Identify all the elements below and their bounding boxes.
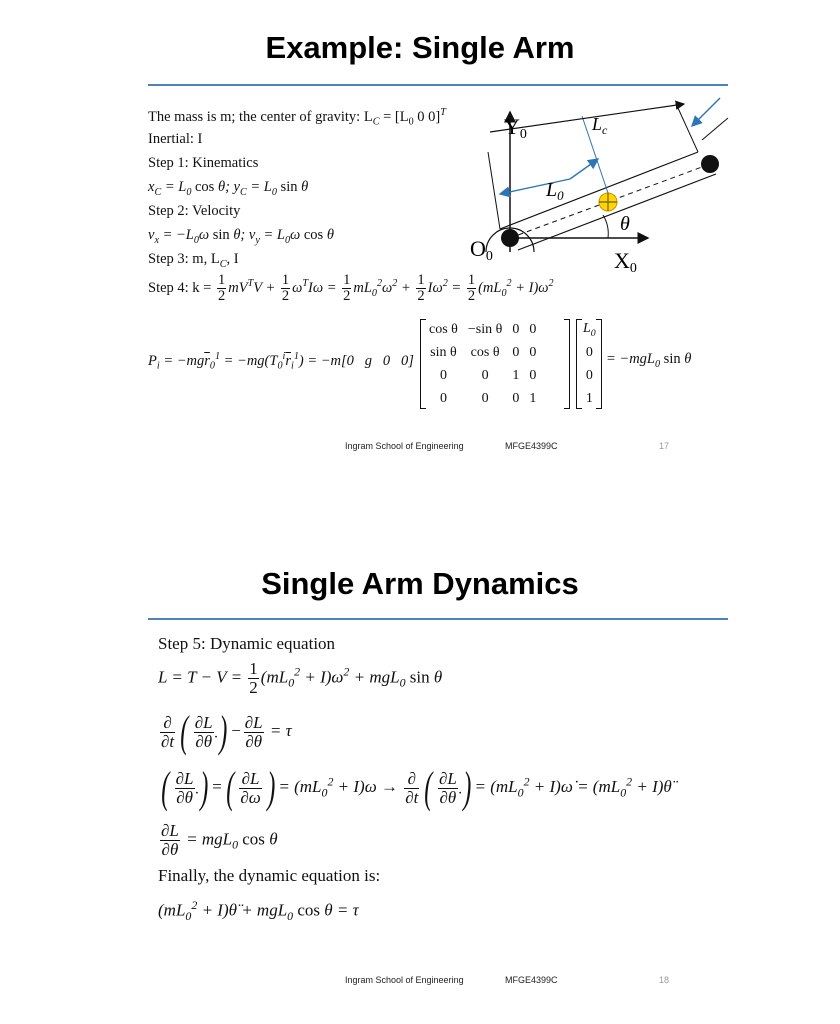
- partial-derivative-equation: ( $\frac{\partial L}{\partial\thetȧ}$ ) =( $\frac{\partial L}{\partial\omega}$ ) = $(mL_0^2 + I)\omega$ → $\frac{\partial}{\partial t}$ ( $\frac{\partial L}{\partial\thetȧ}$ ) = ($mL_0^2$ + I)ω̇ = ($mL_0^2$ + I)θ̈: [161, 763, 672, 812]
- kinematics-equation: $x_C = L_0$ cos θ; $y_C = L_0$ sin θ: [148, 179, 309, 198]
- position-vector: $L_0$ 0 0 1: [583, 320, 596, 406]
- y0-label: Y0: [504, 114, 527, 142]
- step1-line: Step 1: Kinematics: [148, 155, 259, 171]
- footer-course: MFGE4399C: [505, 975, 558, 985]
- l0-label: $L_0$: [546, 179, 564, 203]
- slide-18: [0, 530, 840, 1024]
- step2-line: Step 2: Velocity: [148, 203, 241, 219]
- euler-lagrange-equation: $\frac{\partial}{\partial t}$ ( $\frac{\partial L}{\partial\thetȧ}$ ) − $\frac{\partial L}{\partial\theta}$ = τ: [161, 707, 292, 756]
- x0-label: X0: [614, 248, 637, 276]
- footer-school: Ingram School of Engineering: [345, 975, 464, 985]
- o0-label: O0: [470, 236, 493, 264]
- velocity-equation: $v_x = -L_0\omega$ sin θ; $v_y = L_0\omega$ cos θ: [148, 227, 334, 246]
- matrix-right-bracket: [564, 319, 570, 409]
- potential-result: = −mgL$_0$ sin θ: [606, 351, 692, 370]
- arm-edge-top: [500, 152, 698, 229]
- dl-dtheta-equation: $\frac{\partial L}{\partial\theta}$ = mgL$_0$ cos θ: [161, 821, 278, 859]
- slide-title: Example: Single Arm: [265, 30, 575, 65]
- final-dynamic-equation: ($mL_0^2$ + I)θ̈ + mgL$_0$ cos θ = τ: [158, 898, 359, 924]
- vector-right-bracket: [596, 319, 602, 409]
- theta-arc: [603, 215, 608, 238]
- footer-school: Ingram School of Engineering: [345, 441, 464, 451]
- title-rule: [148, 84, 728, 86]
- rotation-matrix: cos θ −sin θ 0 0 sin θ cos θ 0 0 0 0 1 0 0 0 0 1: [429, 321, 537, 406]
- potential-lhs: $P_i = -mg\overline{r}_0^1 = -mg(T_0^i\overline{r}_i^1) = -m[0$ g 0 0]: [148, 351, 414, 372]
- base-joint: [501, 229, 519, 247]
- footer-course: MFGE4399C: [505, 441, 558, 451]
- theta-label: θ: [620, 213, 630, 235]
- slide-17: [0, 0, 840, 510]
- step5-line: Step 5: Dynamic equation: [158, 634, 336, 653]
- mass-line: The mass is m; the center of gravity: $L_C = [L_0$ 0 0]$^T$: [148, 107, 446, 128]
- finally-line: Finally, the dynamic equation is:: [158, 866, 381, 885]
- inertial-line: Inertial: I: [148, 131, 203, 147]
- single-arm-diagram: [470, 92, 730, 282]
- lc-label: $L_c$: [592, 114, 608, 137]
- l0-arrow-right: [570, 159, 598, 179]
- step3-line: Step 3: m, $L_C$, I: [148, 251, 239, 270]
- lagrangian-equation: L = T − V = $\frac{1}{2}$ $(mL_0^2 + I)\omega^2 + mgL_0$ sin θ: [158, 659, 443, 697]
- end-joint: [701, 155, 719, 173]
- step4-equation: Step 4: k = $\frac{1}{2}$ $mV^TV$ + $\frac{1}{2}$ $\omega^TI\omega$ = $\frac{1}{2}$ $mL_0^2\omega^2$ + $\frac{1}{2}$ $I\omega^2$ = $\frac{1}{2}$ $(mL_0^2 + I)\omega^2$: [148, 272, 554, 305]
- title-rule: [148, 618, 728, 620]
- slide-title: Single Arm Dynamics: [261, 566, 579, 601]
- page-number: 17: [659, 441, 670, 451]
- page-number: 18: [659, 975, 670, 985]
